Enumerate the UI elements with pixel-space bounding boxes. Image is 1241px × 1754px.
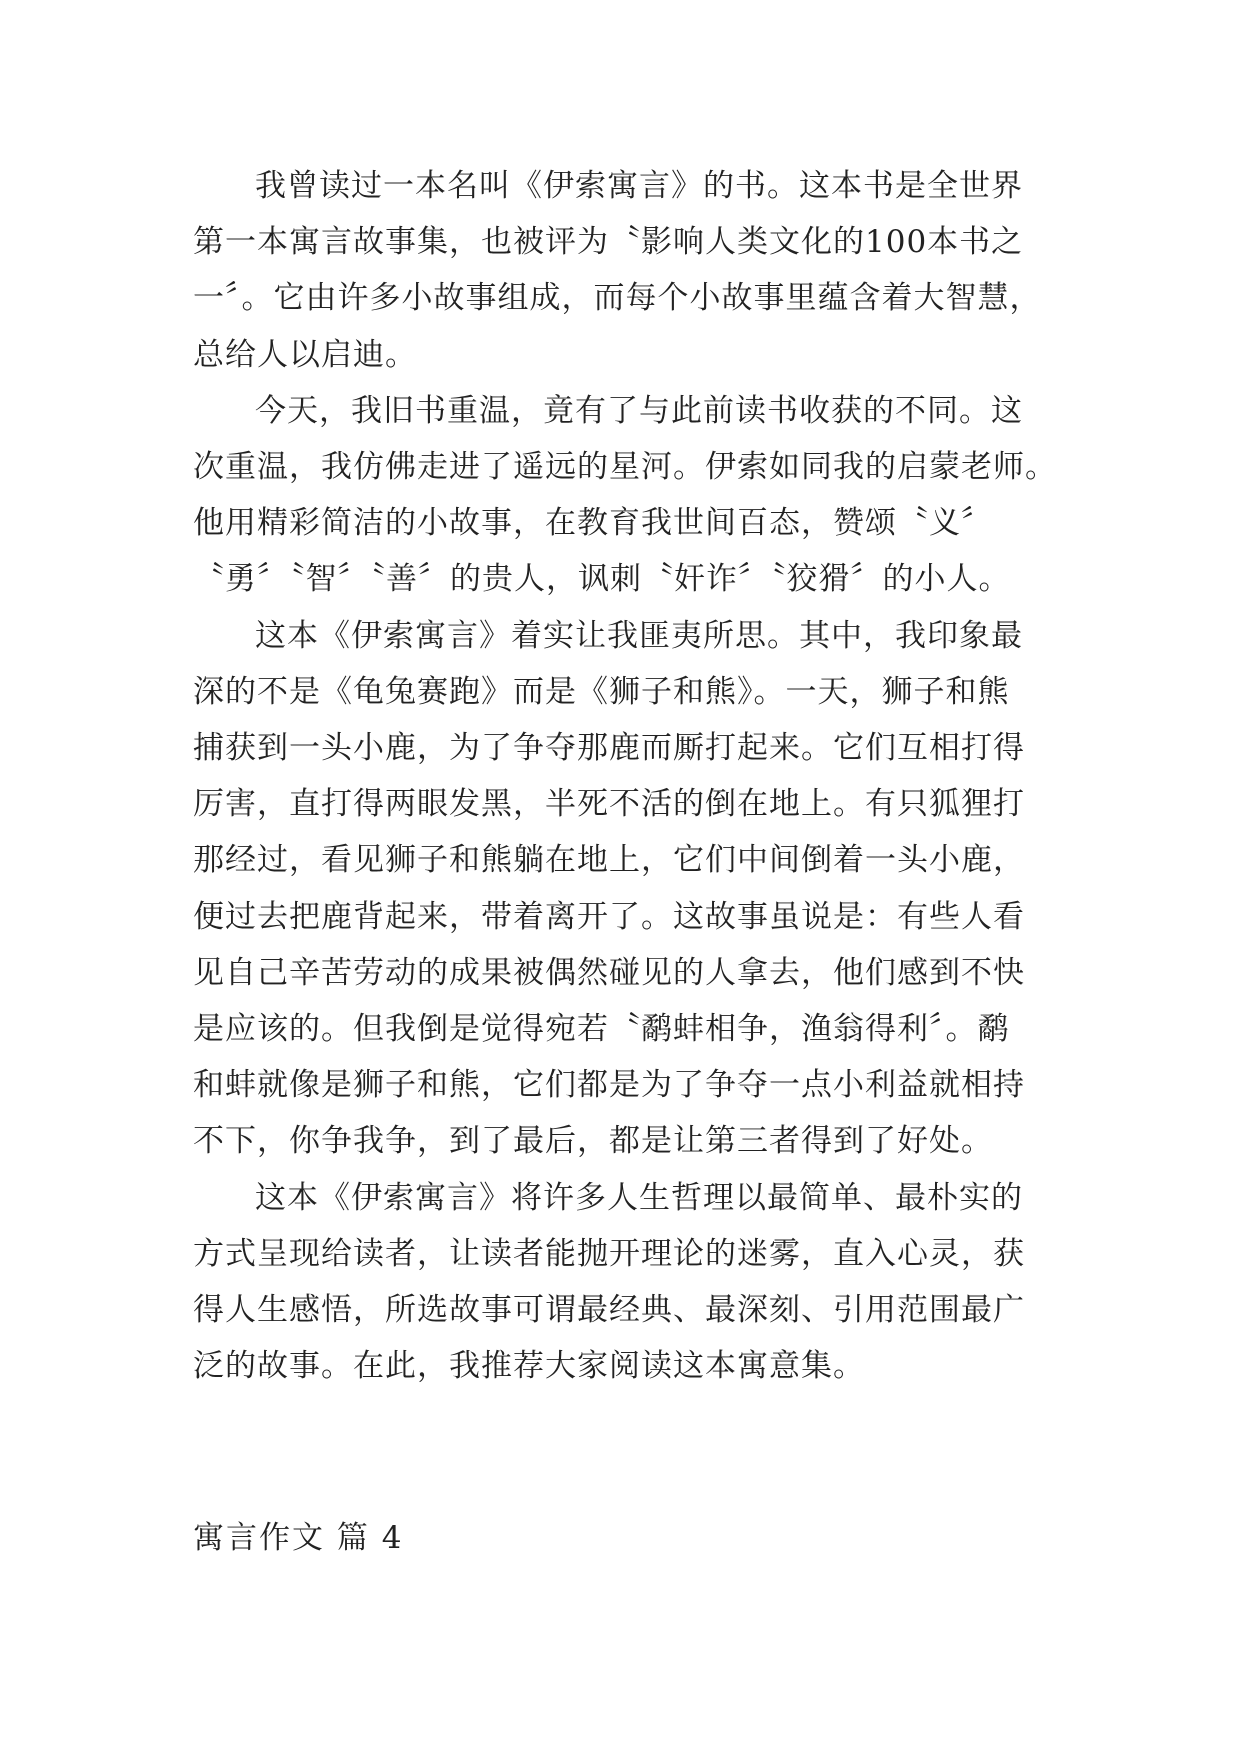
text-line: 一〞。它由许多小故事组成，而每个小故事里蕴含着大智慧， bbox=[193, 280, 1042, 317]
text-line: 便过去把鹿背起来，带着离开了。这故事虽说是：有些人看 bbox=[193, 898, 1025, 935]
text-line: 次重温，我仿佛走进了遥远的星河。伊索如同我的启蒙老师。 bbox=[193, 449, 1057, 486]
text-line: 和蚌就像是狮子和熊，它们都是为了争夺一点小利益就相持 bbox=[193, 1067, 1025, 1104]
text-line: 不下，你争我争，到了最后，都是让第三者得到了好处。 bbox=[193, 1123, 993, 1160]
paragraph-1 bbox=[193, 158, 1049, 383]
text-line: 泛的故事。在此，我推荐大家阅读这本寓意集。 bbox=[193, 1348, 865, 1385]
text-line: 方式呈现给读者，让读者能抛开理论的迷雾，直入心灵，获 bbox=[193, 1235, 1025, 1272]
text-line: 那经过，看见狮子和熊躺在地上，它们中间倒着一头小鹿， bbox=[193, 842, 1025, 879]
text-line: 第一本寓言故事集，也被评为〝影响人类文化的100本书之 bbox=[193, 224, 1024, 261]
text-line: 这本《伊索寓言》将许多人生哲理以最简单、最朴实的 bbox=[255, 1179, 1023, 1216]
text-line: 深的不是《龟兔赛跑》而是《狮子和熊》。一天，狮子和熊 bbox=[193, 673, 1010, 710]
text-line: 〝勇〞〝智〞〝善〞的贵人，讽刺〝奸诈〞〝狡猾〞的小人。 bbox=[193, 561, 1011, 598]
text-line: 我曾读过一本名叫《伊索寓言》的书。这本书是全世界 bbox=[255, 168, 1023, 204]
text-line: 今天，我旧书重温，竟有了与此前读书收获的不同。这 bbox=[255, 392, 1023, 429]
paragraph-4 bbox=[193, 1170, 1049, 1395]
text-line: 捕获到一头小鹿，为了争夺那鹿而厮打起来。它们互相打得 bbox=[193, 730, 1025, 767]
text-line: 得人生感悟，所选故事可谓最经典、最深刻、引用范围最广 bbox=[193, 1292, 1025, 1329]
paragraph-2 bbox=[193, 383, 1057, 608]
text-line: 他用精彩简洁的小故事，在教育我世间百态，赞颂〝义〞 bbox=[193, 505, 993, 542]
paragraph-3 bbox=[193, 608, 1049, 1170]
text-line: 厉害，直打得两眼发黑，半死不活的倒在地上。有只狐狸打 bbox=[193, 786, 1025, 823]
text-line: 是应该的。但我倒是觉得宛若〝鹬蚌相争，渔翁得利〞。鹬 bbox=[193, 1011, 1010, 1048]
text-line: 这本《伊索寓言》着实让我匪夷所思。其中，我印象最 bbox=[255, 617, 1023, 654]
document-body bbox=[193, 158, 1057, 1394]
text-line: 总给人以启迪。 bbox=[193, 336, 417, 373]
text-line: 见自己辛苦劳动的成果被偶然碰见的人拿去，他们感到不快 bbox=[193, 954, 1025, 991]
section-heading: 寓言作文 篇 4 bbox=[193, 1520, 404, 1556]
